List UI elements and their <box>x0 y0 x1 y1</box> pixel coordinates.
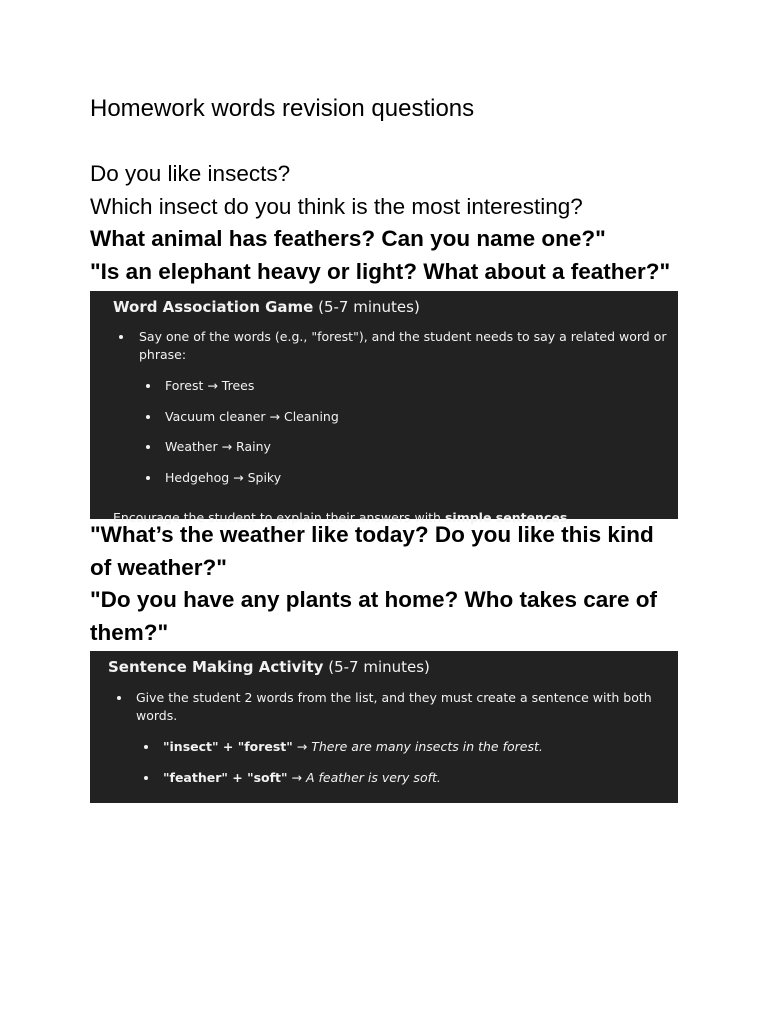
sentence-making-card <box>90 651 678 803</box>
sentence-example-item <box>108 738 678 756</box>
document-page <box>90 92 678 803</box>
word-pair-item: Vacuum cleaner → Cleaning <box>113 408 678 426</box>
question-feathers: What animal has feathers? Can you name one?" <box>90 226 606 251</box>
question-weather: "What’s the weather like today? Do you like this kind of weather?" <box>90 522 654 580</box>
word-association-title-bold: Word Association Game <box>113 298 314 316</box>
page-title: Homework words revision questions <box>90 95 475 122</box>
sentence-making-title <box>108 656 678 678</box>
word-pair-item: Hedgehog → Spiky <box>113 469 678 487</box>
note-suffix: . <box>567 509 572 525</box>
sentence-making-title-bold: Sentence Making Activity <box>108 658 324 676</box>
word-association-title <box>113 296 678 318</box>
example-words: "feather" + "soft" <box>163 770 288 785</box>
sentence-making-title-duration: (5-7 minutes) <box>323 658 430 676</box>
spacer <box>90 126 678 158</box>
word-association-card <box>90 291 678 525</box>
example-words: "insect" + "forest" <box>163 739 293 754</box>
question-interesting-insect: Which insect do you think is the most interesting? <box>90 193 583 219</box>
sentence-making-list <box>108 689 678 787</box>
example-sentence: There are many insects in the forest. <box>311 739 543 754</box>
word-pair-item: Weather → Rainy <box>113 438 678 456</box>
example-arrow: → <box>287 770 306 785</box>
sentence-making-instruction: Give the student 2 words from the list, and they must create a sentence with both words. <box>108 689 678 725</box>
word-pair-item: Forest → Trees <box>113 377 678 395</box>
word-association-list <box>113 328 678 487</box>
sentence-example-item <box>108 769 678 787</box>
word-association-instruction: Say one of the words (e.g., "forest"), and the student needs to say a related word or phrase: <box>113 328 678 364</box>
question-plants: "Do you have any plants at home? Who takes care of them?" <box>90 587 658 645</box>
example-arrow: → <box>292 739 312 754</box>
question-insects: Do you like insects? <box>90 161 291 186</box>
note-prefix: Encourage the student to explain their answers with <box>113 509 445 525</box>
note-bold: simple sentences <box>444 509 568 525</box>
word-association-title-duration: (5-7 minutes) <box>313 298 420 316</box>
question-elephant: "Is an elephant heavy or light? What about a feather?" <box>90 258 671 284</box>
example-sentence: A feather is very soft. <box>305 770 441 785</box>
